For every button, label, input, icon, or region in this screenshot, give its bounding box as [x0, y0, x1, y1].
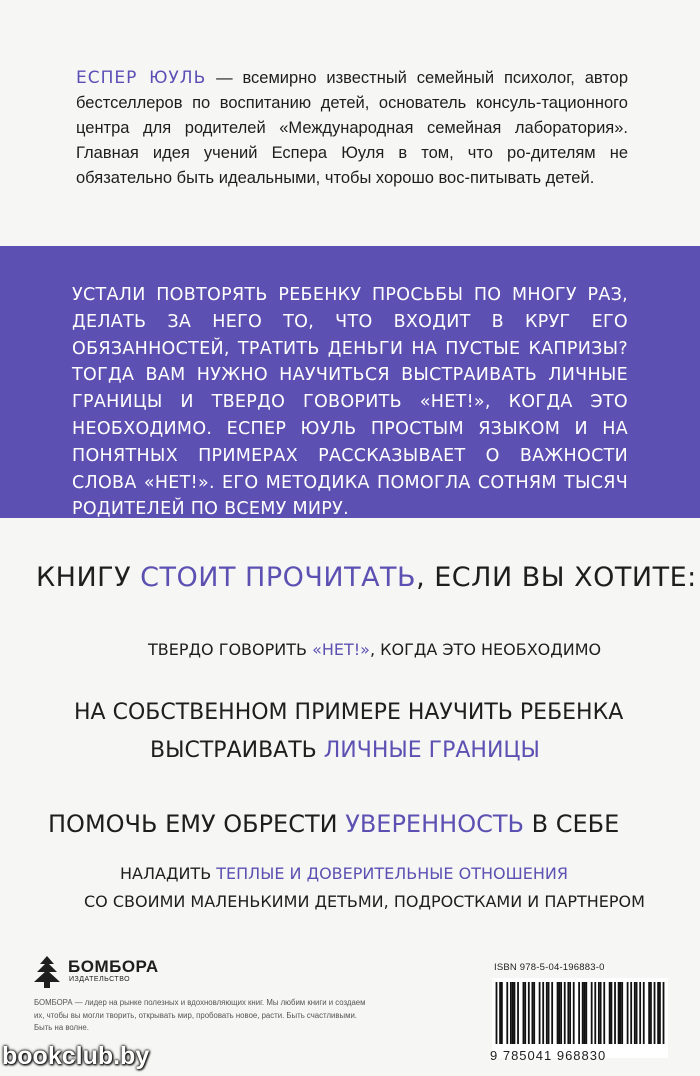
barcode-bar [539, 982, 541, 1044]
barcode-bar [659, 982, 661, 1044]
barcode-bars [492, 978, 668, 1048]
barcode-bar [582, 982, 584, 1044]
author-bio-text: — всемирно известный семейный психолог, автор бестселлеров по воспитанию детей, основатель консуль-тационного центра для родителей «Международная семейная лаборатория». Главная идея учений Еспера Юуля в том, что ро-дителям не обязательно быть идеальными, чтобы хорошо вос-питывать детей. [76, 69, 628, 187]
tree-icon [32, 955, 62, 989]
publisher-logo [32, 955, 192, 989]
reason-text: ВЫСТРАИВАТЬ [150, 738, 324, 763]
barcode-bar [620, 982, 622, 1044]
barcode-bar [517, 982, 519, 1044]
reasons-heading-part: КНИГУ [36, 562, 141, 593]
barcode-bar [524, 982, 526, 1044]
barcode-bar [523, 982, 525, 1044]
barcode-bar [548, 982, 550, 1044]
barcode-bar [591, 982, 593, 1044]
reason-item [150, 738, 540, 763]
barcode-bar [569, 982, 571, 1044]
barcode-bar [584, 982, 586, 1044]
barcode-bar [528, 982, 530, 1044]
barcode-bar [603, 982, 605, 1044]
barcode-bar [594, 982, 596, 1044]
reason-item: НА СОБСТВЕННОМ ПРИМЕРЕ НАУЧИТЬ РЕБЕНКА [74, 700, 624, 725]
barcode-bar [609, 982, 611, 1044]
barcode-bar [533, 982, 535, 1044]
barcode-bar [557, 982, 559, 1044]
barcode-bar [510, 982, 512, 1044]
barcode-bar [630, 982, 632, 1044]
reason-text: В СЕБЕ [523, 810, 620, 838]
barcode-bar [654, 982, 656, 1044]
barcode-bar [618, 982, 620, 1044]
publisher-subtitle: ИЗДАТЕЛЬСТВО [69, 976, 131, 983]
publisher-tagline: БОМБОРА — лидер на рынке полезных и вдохновляющих книг. Мы любим книги и создаем их, чтобы вы могли творить, открывать мир, пробовать новое, расти. Быть счастливыми. Быть на волне. [34, 998, 366, 1032]
reasons-heading [36, 562, 697, 593]
barcode-bar [501, 982, 503, 1044]
barcode-bar [639, 982, 641, 1044]
barcode-bar [564, 982, 566, 1044]
barcode-bar [496, 982, 498, 1044]
reason-item: СО СВОИМИ МАЛЕНЬКИМИ ДЕТЬМИ, ПОДРОСТКАМИ И ПАРТНЕРОМ [84, 892, 645, 911]
reason-accent: УВЕРЕННОСТЬ [345, 810, 524, 838]
barcode-bar [499, 982, 501, 1044]
barcode-bar [600, 982, 602, 1044]
barcode-bar [542, 982, 544, 1044]
barcode-bar [611, 982, 613, 1044]
barcode-bar [648, 982, 650, 1044]
barcode-bar [621, 982, 623, 1044]
barcode-bar [578, 982, 580, 1044]
barcode-bar [585, 982, 587, 1044]
reason-item [148, 640, 601, 659]
publisher-name: БОМБОРА [68, 957, 159, 976]
barcode-bar [643, 982, 645, 1044]
barcode-bar [573, 982, 575, 1044]
barcode-bar [546, 982, 548, 1044]
reason-accent: «НЕТ!» [312, 640, 370, 659]
barcode-bar [514, 982, 516, 1044]
book-description: УСТАЛИ ПОВТОРЯТЬ РЕБЕНКУ ПРОСЬБЫ ПО МНОГУ РАЗ, ДЕЛАТЬ ЗА НЕГО ТО, ЧТО ВХОДИТ В КРУГ ЕГО ОБЯЗАННОСТЕЙ, ТРАТИТЬ ДЕНЬГИ НА ПУСТЫЕ КАПРИЗЫ? ТОГДА ВАМ НУЖНО НАУЧИТЬСЯ ВЫСТРАИВАТЬ ЛИЧНЫЕ ГРАНИЦЫ И ТВЕРДО ГОВОРИТЬ «НЕТ!», КОГДА ЭТО НЕОБХОДИМО. ЕСПЕР ЮУЛЬ ПРОСТЫМ ЯЗЫКОМ И НА ПОНЯТНЫХ ПРИМЕРАХ РАССКАЗЫВАЕТ О ВАЖНОСТИ СЛОВА «НЕТ!». ЕГО МЕТОДИКА ПОМОГЛА СОТНЯМ ТЫСЯЧ РОДИТЕЛЕЙ ПО ВСЕМУ МИРУ. [72, 285, 628, 520]
barcode-bar [657, 982, 659, 1044]
barcode-bar [532, 982, 534, 1044]
barcode-digits: 9 785041 968830 [490, 1048, 607, 1063]
watermark: bookclub.by [2, 1042, 150, 1070]
author-bio [76, 66, 628, 191]
reason-text: ТВЕРДО ГОВОРИТЬ [148, 640, 313, 659]
barcode-bar [558, 982, 560, 1044]
reason-text: , КОГДА ЭТО НЕОБХОДИМО [369, 640, 602, 659]
barcode-bar [627, 982, 629, 1044]
isbn-label: ISBN 978-5-04-196883-0 [494, 962, 605, 973]
barcode-bar [598, 982, 600, 1044]
barcode-bar [551, 982, 553, 1044]
reason-item [120, 864, 568, 883]
barcode-bar [636, 982, 638, 1044]
barcode-bar [663, 982, 665, 1044]
reasons-heading-accent: СТОИТ ПРОЧИТАТЬ [140, 562, 417, 593]
barcode-bar [560, 982, 562, 1044]
barcode-bar [650, 982, 652, 1044]
reason-accent: ЛИЧНЫЕ ГРАНИЦЫ [323, 738, 540, 763]
reason-text: ПОМОЧЬ ЕМУ ОБРЕСТИ [48, 810, 346, 838]
barcode-bar [512, 982, 514, 1044]
reason-item [48, 810, 619, 838]
reason-text: НАЛАДИТЬ [120, 864, 217, 883]
barcode-bar [634, 982, 636, 1044]
author-name: ЕСПЕР ЮУЛЬ [76, 68, 207, 88]
barcode-bar [567, 982, 569, 1044]
barcode [492, 978, 668, 1058]
reasons-heading-part: , ЕСЛИ ВЫ ХОТИТЕ: [416, 562, 697, 593]
barcode-bar [614, 982, 616, 1044]
barcode-bar [506, 982, 508, 1044]
reason-accent: ТЕПЛЫЕ И ДОВЕРИТЕЛЬНЫЕ ОТНОШЕНИЯ [216, 864, 568, 883]
